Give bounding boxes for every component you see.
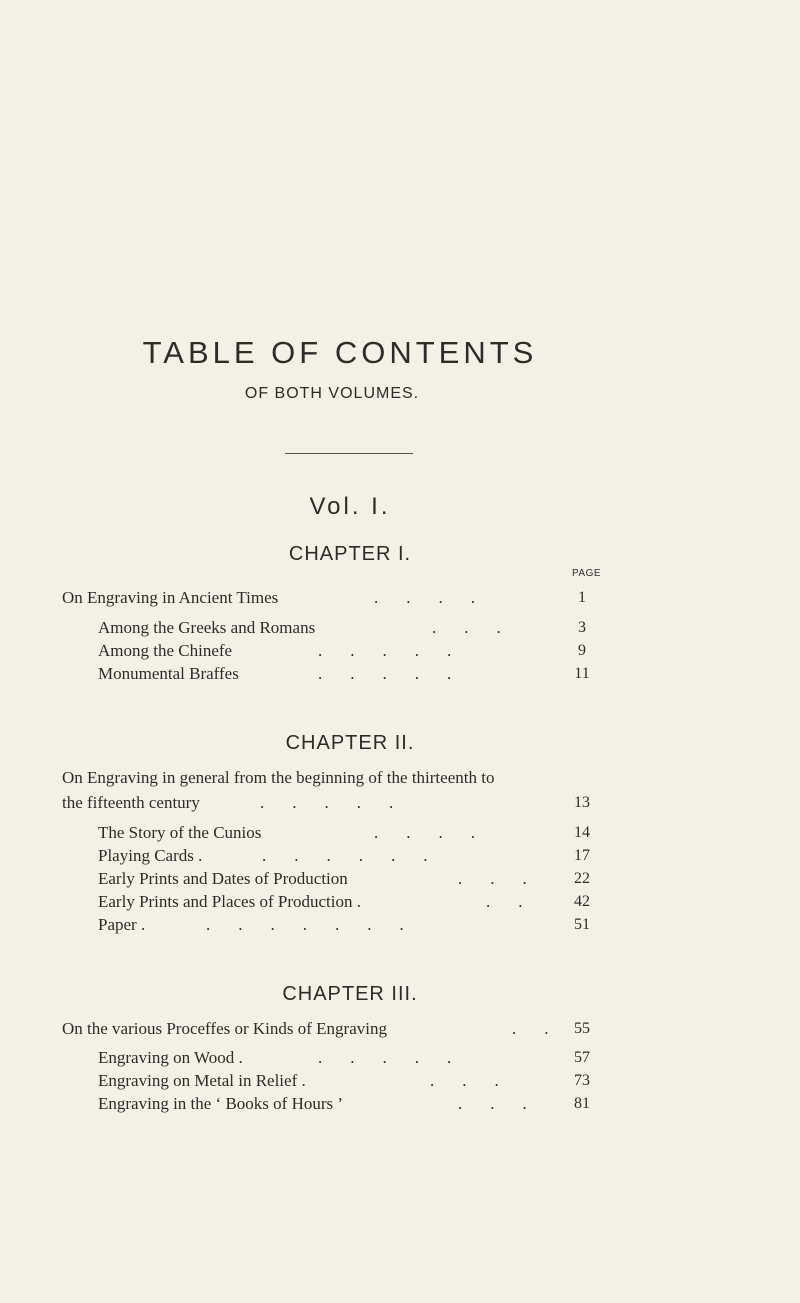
page-column-header: PAGE (572, 568, 602, 579)
leader-dots: ...... (262, 846, 456, 865)
leader-dots: ....... (206, 915, 432, 934)
page-number: 22 (574, 870, 590, 887)
toc-entry-ch2-main: On Engraving in general from the beginning of the thirteenth to (62, 768, 495, 787)
divider (285, 453, 413, 454)
leader-dots: .... (374, 588, 503, 607)
chapter-2-heading: CHAPTER II. (285, 732, 415, 754)
page-number: 14 (574, 824, 590, 841)
toc-entry-ch3-main: On the various Proceffes or Kinds of Engraving (62, 1019, 387, 1038)
toc-entry: Engraving in the ‘ Books of Hours ’ (98, 1094, 344, 1113)
toc-entry-ch2-main-cont: the fifteenth century (62, 793, 200, 812)
leader-dots: ..... (260, 793, 422, 812)
page-number: 3 (578, 619, 586, 636)
leader-dots: .. (486, 892, 551, 911)
page-number: 1 (578, 589, 586, 606)
toc-entry: Monumental Braffes (98, 664, 239, 683)
page-title: TABLE OF CONTENTS (142, 335, 538, 370)
page-number: 9 (578, 642, 586, 659)
page-number: 13 (574, 794, 590, 811)
leader-dots: ..... (318, 641, 480, 660)
leader-dots: ..... (318, 664, 480, 683)
toc-entry: Among the Greeks and Romans (98, 618, 316, 637)
leader-dots: ... (430, 1071, 527, 1090)
page-number: 51 (574, 916, 590, 933)
toc-entry: Engraving on Wood . (98, 1048, 243, 1067)
volume-heading: Vol. I. (309, 493, 391, 520)
toc-entry: The Story of the Cunios (98, 823, 262, 842)
page-number: 73 (574, 1072, 590, 1089)
leader-dots: ... (432, 618, 529, 637)
toc-entry: Early Prints and Dates of Production (98, 869, 348, 888)
leader-dots: .... (374, 823, 503, 842)
leader-dots: ... (458, 1094, 555, 1113)
toc-entry: Engraving on Metal in Relief . (98, 1071, 306, 1090)
toc-entry: Early Prints and Places of Production . (98, 892, 361, 911)
page-subtitle: OF BOTH VOLUMES. (244, 385, 420, 402)
page-number: 11 (574, 665, 590, 682)
page-number: 57 (574, 1049, 590, 1066)
page-number: 17 (574, 847, 590, 864)
toc-entry-ch1-main: On Engraving in Ancient Times (62, 588, 279, 607)
chapter-1-heading: CHAPTER I. (288, 543, 412, 565)
toc-entry: Paper . (98, 915, 146, 934)
page-number: 81 (574, 1095, 590, 1112)
chapter-3-heading: CHAPTER III. (282, 983, 418, 1005)
leader-dots: ..... (318, 1048, 480, 1067)
leader-dots: .. (512, 1019, 577, 1038)
leader-dots: ... (458, 869, 555, 888)
toc-entry: Playing Cards . (98, 846, 203, 865)
page-number: 42 (574, 893, 590, 910)
page-number: 55 (574, 1020, 590, 1037)
toc-entry: Among the Chinefe (98, 641, 233, 660)
